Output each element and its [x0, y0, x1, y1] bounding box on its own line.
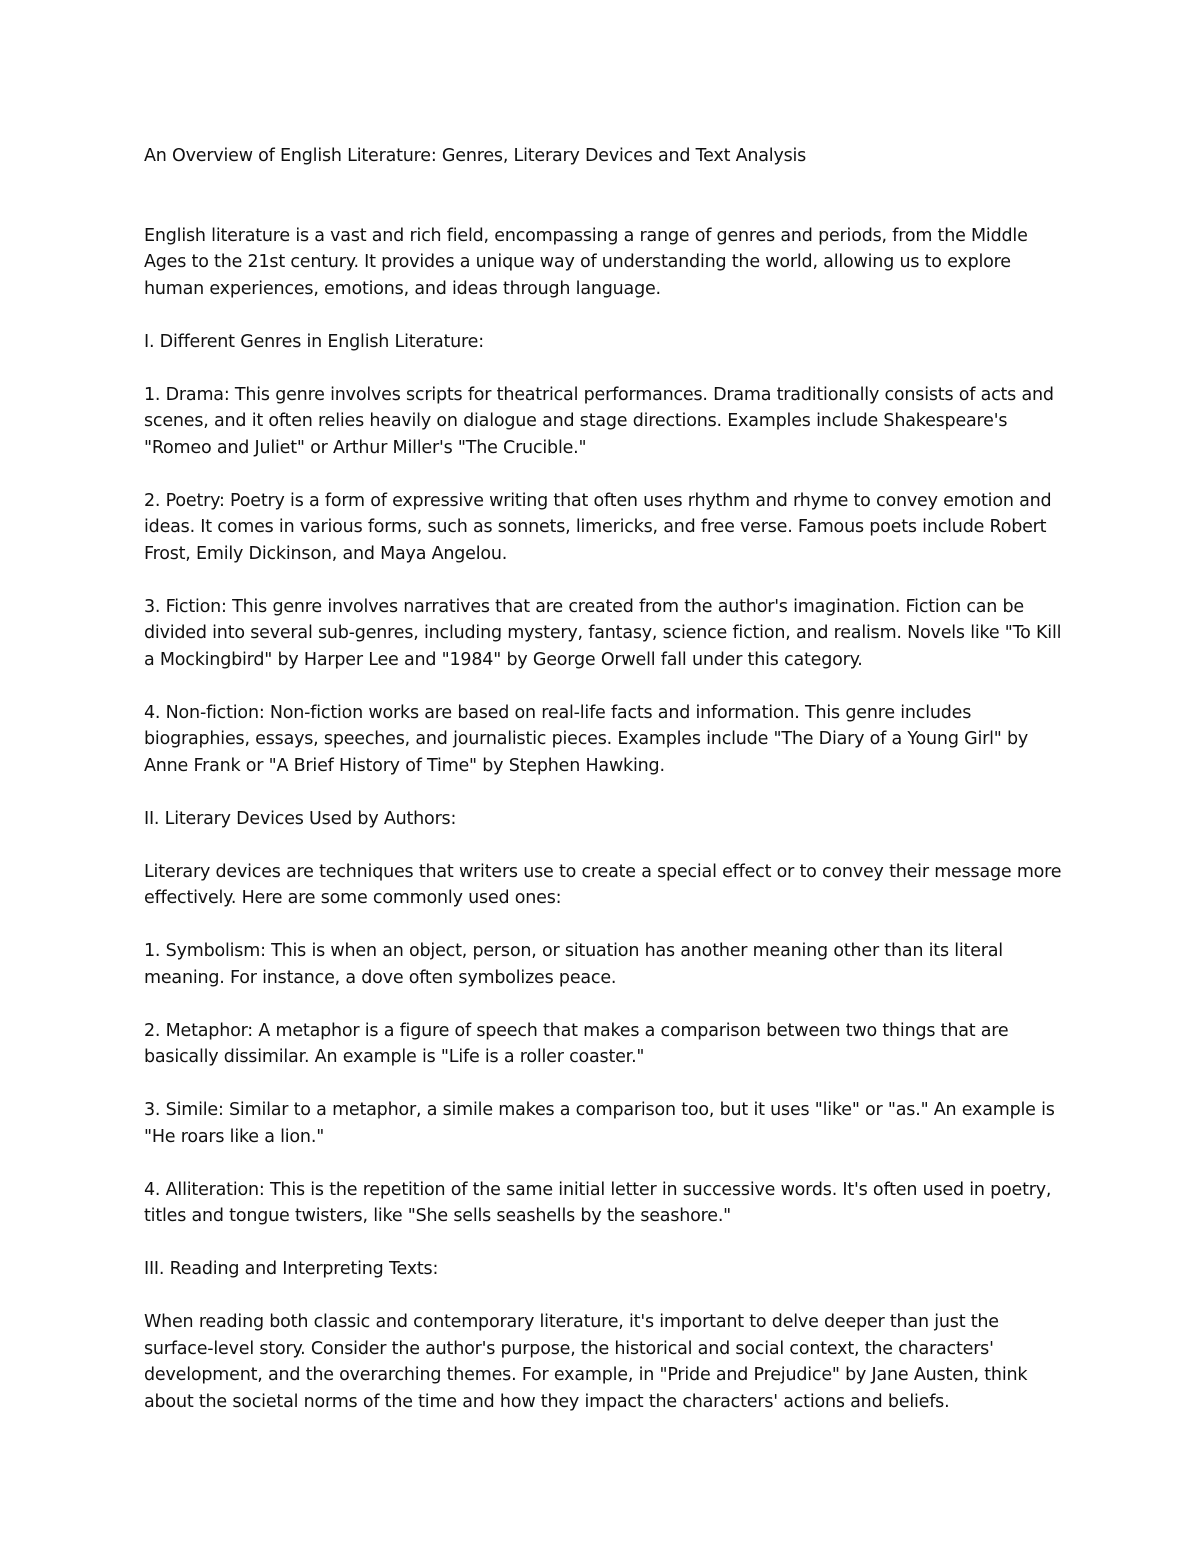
document-title: An Overview of English Literature: Genres, Literary Devices and Text Analysis [144, 146, 807, 166]
section-heading-devices: II. Literary Devices Used by Authors: [144, 808, 457, 829]
intro-paragraph: English literature is a vast and rich field, encompassing a range of genres and periods, from the Middle Ages to the 21st century. It provides a unique way of understanding the world, allowing us to explore human experiences, emotions, and ideas through language. [144, 225, 1028, 299]
device-item-simile: 3. Simile: Similar to a metaphor, a simile makes a comparison too, but it uses "like" or "as." An example is "He roars like a lion." [144, 1100, 1055, 1147]
genre-item-nonfiction: 4. Non-fiction: Non-fiction works are based on real-life facts and information. This genre includes biographies, essays, speeches, and journalistic pieces. Examples include "The Diary of a Young Girl" by Anne Frank or "A Brief History of Time" by Stephen Hawking. [144, 702, 1029, 776]
device-item-metaphor: 2. Metaphor: A metaphor is a figure of speech that makes a comparison between two things that are basically dissimilar. An example is "Life is a roller coaster." [144, 1020, 1009, 1067]
device-item-alliteration: 4. Alliteration: This is the repetition of the same initial letter in successive words. It's often used in poetry, titles and tongue twisters, like "She sells seashells by the seashore." [144, 1179, 1052, 1226]
section-heading-reading: III. Reading and Interpreting Texts: [144, 1259, 439, 1279]
genre-item-fiction: 3. Fiction: This genre involves narratives that are created from the author's imagination. Fiction can be divided into several sub-genres, including mystery, fantasy, science fiction, and realism. Novels like "To Kill a Mockingbird" by Harper Lee and "1984" by George Orwell fall under this category. [144, 596, 1062, 670]
devices-intro-paragraph: Literary devices are techniques that writers use to create a special effect or to convey their message more effectively. Here are some commonly used ones: [144, 861, 1062, 908]
genre-item-poetry: 2. Poetry: Poetry is a form of expressive writing that often uses rhythm and rhyme to convey emotion and ideas. It comes in various forms, such as sonnets, limericks, and free verse. Famous poets include Robert Frost, Emily Dickinson, and Maya Angelou. [144, 490, 1052, 564]
document-body [144, 143, 1064, 1442]
device-item-symbolism: 1. Symbolism: This is when an object, person, or situation has another meaning other than its literal meaning. For instance, a dove often symbolizes peace. [144, 941, 1003, 988]
reading-paragraph: When reading both classic and contemporary literature, it's important to delve deeper than just the surface-level story. Consider the author's purpose, the historical and social context, the characters' development, and the overarching themes. For example, in "Pride and Prejudice" by Jane Austen, think about the societal norms of the time and how they impact the characters' actions and beliefs. [144, 1312, 1028, 1412]
section-heading-genres: I. Different Genres in English Literature: [144, 331, 484, 352]
genre-item-drama: 1. Drama: This genre involves scripts for theatrical performances. Drama traditionally consists of acts and scenes, and it often relies heavily on dialogue and stage directions. Examples include Shakespeare's "Romeo and Juliet" or Arthur Miller's "The Crucible." [144, 384, 1054, 458]
